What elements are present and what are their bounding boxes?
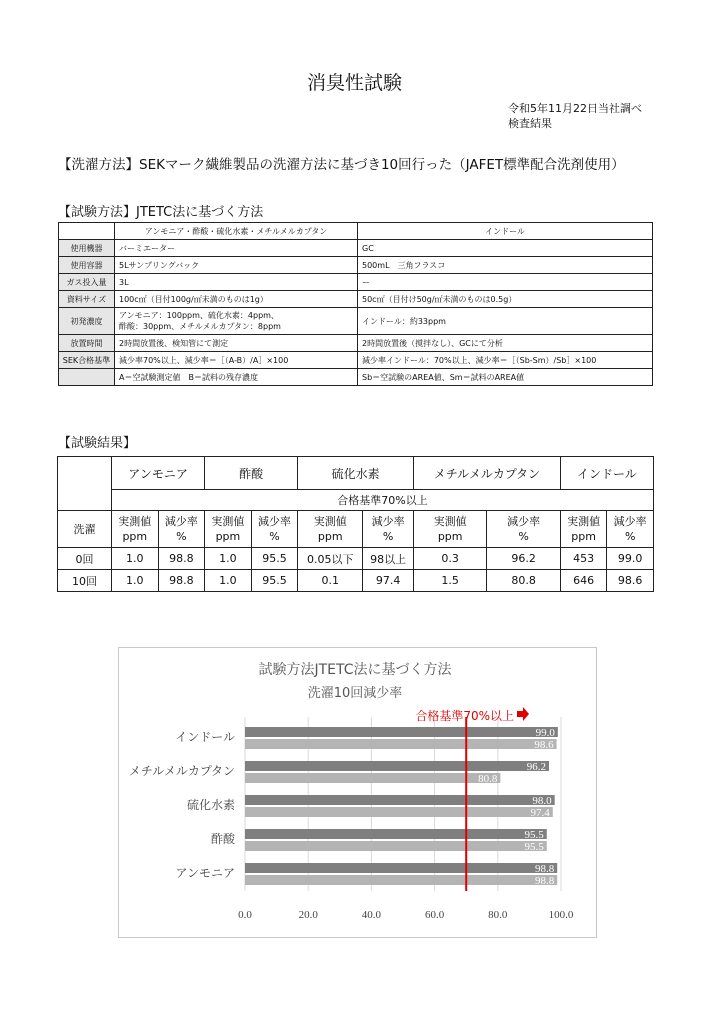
x-tick-label: 40.0 [361, 909, 382, 921]
category-label: 酢酸 [210, 832, 235, 846]
x-tick-label: 60.0 [424, 909, 445, 921]
table-cell: 98.8 [158, 548, 205, 570]
table-cell [59, 223, 115, 240]
bar-value-label: 95.5 [524, 829, 544, 841]
table-cell: 0.1 [298, 570, 363, 592]
table-row [59, 308, 653, 335]
initial-conc-line-1: アンモニア：100ppm、硫化水素：4ppm、 [119, 311, 279, 320]
bar-value-label: 98.0 [532, 795, 552, 807]
results-header-row [58, 457, 654, 490]
results-table [57, 456, 654, 592]
bar-value-label: 98.8 [534, 863, 555, 875]
x-tick-label: 100.0 [548, 909, 574, 921]
table-cell: 0.3 [413, 548, 486, 570]
row-label: 資料サイズ [59, 291, 115, 308]
category-label: メチルメルカプタン [128, 764, 235, 778]
table-cell: バーミエーター [115, 240, 358, 257]
method-table [58, 222, 653, 386]
wash-method-line: 【洗濯方法】SEKマーク繊維製品の洗濯方法に基づき10回行った（JAFET標準配合洗剤使用） [58, 157, 625, 173]
table-cell: 98.8 [158, 570, 205, 592]
table-row [59, 352, 653, 369]
subheader-measured: 実測値 ppm [112, 511, 159, 548]
chart-svg [119, 648, 596, 937]
row-label [59, 369, 115, 386]
bar [245, 727, 558, 737]
bar-value-label: 96.2 [526, 761, 546, 773]
criteria-row [58, 490, 654, 511]
table-row [58, 570, 654, 592]
table-row [59, 369, 653, 386]
table-cell: GC [358, 240, 653, 257]
header-cell-indole: インドール [358, 223, 653, 240]
table-cell [58, 457, 112, 511]
x-tick-label: 80.0 [488, 909, 508, 921]
bar [245, 761, 549, 771]
table-cell: 98.6 [607, 570, 654, 592]
table-cell: 80.8 [487, 570, 560, 592]
table-row [59, 257, 653, 274]
wash-count: 10回 [58, 570, 112, 592]
gas-header-hydrogen-sulfide: 硫化水素 [298, 457, 414, 490]
bar [245, 875, 557, 885]
bar-value-label: 97.4 [530, 807, 550, 819]
row-label: 使用容器 [59, 257, 115, 274]
report-type: 検査結果 [508, 117, 552, 130]
table-row [58, 548, 654, 570]
initial-conc-line-2: 酢酸：30ppm、メチルメルカプタン：8ppm [119, 322, 281, 331]
table-cell: Sb＝空試験のAREA値、Sm＝試料のAREA値 [358, 369, 653, 386]
bar [245, 807, 553, 817]
gas-header-acetic-acid: 酢酸 [205, 457, 298, 490]
test-method-heading: 【試験方法】JTETC法に基づく方法 [58, 205, 264, 220]
bar [245, 739, 557, 749]
bar [245, 773, 500, 783]
wash-count: 0回 [58, 548, 112, 570]
row-label: ガス投入量 [59, 274, 115, 291]
table-cell: 0.05以下 [298, 548, 363, 570]
table-cell: 2時間放置後（撹拌なし）、GCにて分析 [358, 335, 653, 352]
subheader-reduction: 減少率 % [487, 511, 560, 548]
bar-value-label: 95.5 [524, 841, 544, 853]
subheader-measured: 実測値 ppm [560, 511, 607, 548]
gas-header-indole: インドール [560, 457, 653, 490]
row-label: SEK合格基準 [59, 352, 115, 369]
bar [245, 841, 547, 851]
chart-subtitle: 洗濯10回減少率 [307, 686, 403, 701]
subheader-measured: 実測値 ppm [205, 511, 252, 548]
category-label: アンモニア [175, 866, 235, 880]
subheader-row [58, 511, 654, 548]
table-cell: 453 [560, 548, 607, 570]
table-cell: 99.0 [607, 548, 654, 570]
subheader-reduction: 減少率 % [363, 511, 414, 548]
bar [245, 795, 555, 805]
category-label: 硫化水素 [186, 798, 235, 812]
subheader-measured: 実測値 ppm [413, 511, 486, 548]
table-cell: 646 [560, 570, 607, 592]
subheader-reduction: 減少率 % [158, 511, 205, 548]
table-cell: 98以上 [363, 548, 414, 570]
table-cell: 100c㎡（目付100g/㎡未満のものは1g） [115, 291, 358, 308]
bar-value-label: 99.0 [535, 727, 555, 739]
arrow-right-icon [517, 707, 529, 721]
report-date: 令和5年11月22日当社調べ [508, 102, 642, 115]
header-cell-gases: アンモニア・酢酸・硫化水素・メチルメルカプタン [115, 223, 358, 240]
threshold-annotation: 合格基準70%以上 [415, 709, 514, 723]
bar-value-label: 80.8 [478, 773, 498, 785]
results-heading: 【試験結果】 [58, 436, 137, 451]
chart-plot [129, 707, 574, 921]
table-cell: 500mL 三角フラスコ [358, 257, 653, 274]
wash-label: 洗濯 [58, 511, 112, 548]
chart-title: 試験方法JTETC法に基づく方法 [258, 662, 452, 678]
table-cell: 95.5 [251, 570, 298, 592]
gas-header-ammonia: アンモニア [112, 457, 205, 490]
page-title: 消臭性試験 [306, 72, 402, 94]
row-label: 初発濃度 [59, 308, 115, 335]
x-tick-label: 20.0 [298, 909, 318, 921]
table-cell: 96.2 [487, 548, 560, 570]
subheader-reduction: 減少率 % [251, 511, 298, 548]
table-row [59, 335, 653, 352]
table-cell: 1.0 [112, 570, 159, 592]
gas-header-methyl-mercaptan: メチルメルカプタン [413, 457, 560, 490]
table-cell: 3L [115, 274, 358, 291]
table-row [59, 291, 653, 308]
table-cell: 97.4 [363, 570, 414, 592]
table-cell: 50c㎡（目付け50g/㎡未満のものは0.5g） [358, 291, 653, 308]
table-cell: インドール：約33ppm [358, 308, 653, 335]
report-meta [508, 101, 642, 131]
reduction-chart [118, 647, 597, 938]
row-label: 放置時間 [59, 335, 115, 352]
table-cell: 減少率インドール：70%以上、減少率＝［（Sb-Sm）/Sb］×100 [358, 352, 653, 369]
table-cell: 1.0 [205, 548, 252, 570]
bar-value-label: 98.6 [534, 739, 554, 751]
table-cell: 1.5 [413, 570, 486, 592]
criteria-cell: 合格基準70%以上 [112, 490, 654, 511]
table-cell: 1.0 [205, 570, 252, 592]
subheader-measured: 実測値 ppm [298, 511, 363, 548]
bar [245, 863, 557, 873]
table-row [59, 274, 653, 291]
bar-value-label: 98.8 [534, 875, 555, 887]
table-cell: A＝空試験測定値 B＝試料の残存濃度 [115, 369, 358, 386]
bar [245, 829, 547, 839]
row-label: 使用機器 [59, 240, 115, 257]
table-row [59, 240, 653, 257]
table-cell: 95.5 [251, 548, 298, 570]
subheader-reduction: 減少率 % [607, 511, 654, 548]
category-label: インドール [175, 730, 235, 744]
x-tick-label: 0.0 [238, 909, 252, 921]
method-table-header [59, 223, 653, 240]
table-cell: ー [358, 274, 653, 291]
table-cell: 1.0 [112, 548, 159, 570]
table-cell: 2時間放置後、検知管にて測定 [115, 335, 358, 352]
table-cell [115, 308, 358, 335]
table-cell: 減少率70%以上、減少率＝［（A-B）/A］×100 [115, 352, 358, 369]
table-cell: 5Lサンプリングバック [115, 257, 358, 274]
